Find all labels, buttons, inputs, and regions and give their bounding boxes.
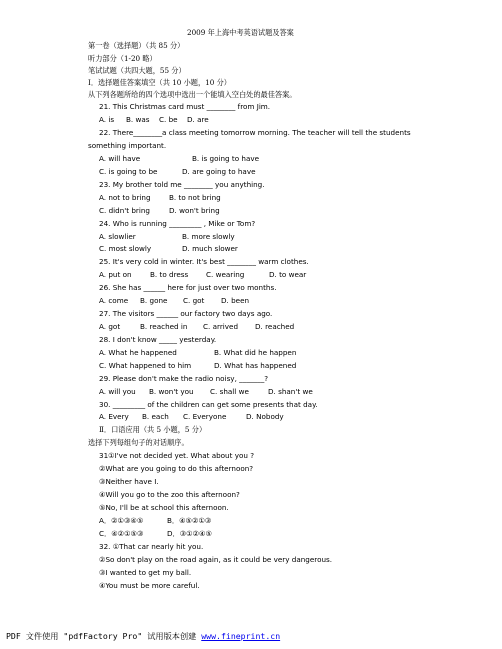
question-22-line2: something important. — [88, 141, 167, 150]
question-28: 28. I don't know _____ yesterday. — [99, 335, 217, 344]
option: A. will have — [99, 154, 141, 163]
question-25: 25. It's very cold in winter. It's best ________ warm clothes. — [99, 257, 309, 266]
option: D. What has happened — [214, 361, 297, 370]
option: D. Nobody — [246, 412, 284, 421]
option: A. come — [99, 296, 129, 305]
option: D. much slower — [182, 244, 238, 253]
listening-note: 听力部分（1-20 略） — [88, 54, 157, 63]
section2-instructions: 选择下列每组句子的对话顺序。 — [88, 438, 189, 447]
option: C. arrived — [203, 322, 239, 331]
question-23-options-row2 — [99, 206, 220, 216]
question-23-options-row1 — [99, 193, 221, 203]
question-27-options — [99, 322, 294, 332]
option: A. got — [99, 322, 121, 331]
pdf-footer — [6, 631, 280, 642]
question-30: 30. _________ of the children can get some presents that day. — [99, 400, 318, 409]
question-31-options-row1 — [99, 516, 211, 526]
option: A. slowlier — [99, 232, 136, 241]
question-31-line5: ⑤No, I'll be at school this afternoon. — [99, 503, 229, 512]
question-32-line3: ③I wanted to get my ball. — [99, 568, 192, 577]
question-24-options-row1 — [99, 232, 235, 242]
option: C. be — [159, 115, 178, 124]
question-30-options — [99, 412, 284, 422]
option: D. won't bring — [169, 206, 220, 215]
option: D. are — [187, 115, 209, 124]
question-26-options — [99, 296, 249, 306]
question-22-line1: 22. There________a class meeting tomorrow morning. The teacher will tell the students — [99, 128, 411, 137]
section1-instructions: 从下列各题所给的四个选项中选出一个能填入空白处的最佳答案。 — [88, 90, 297, 99]
option: A. Every — [99, 412, 129, 421]
option: A. will you — [99, 387, 136, 396]
option: A. is — [99, 115, 115, 124]
option: C. most slowly — [99, 244, 152, 253]
question-21-options — [99, 115, 209, 125]
option: D．③①②④⑤ — [167, 529, 212, 538]
question-22-options-row1 — [99, 154, 259, 164]
option: C. Everyone — [183, 412, 227, 421]
option: B. won't you — [149, 387, 194, 396]
option: D. been — [221, 296, 250, 305]
question-32-line4: ④You must be more careful. — [99, 581, 200, 590]
question-23: 23. My brother told me ________ you anything. — [99, 180, 265, 189]
question-28-options-row2 — [99, 361, 296, 371]
option: B. What did he happen — [214, 348, 297, 357]
option: B. more slowly — [182, 232, 235, 241]
option: C．④②①⑤③ — [99, 529, 144, 538]
question-29: 29. Please don't make the radio noisy, _______? — [99, 374, 269, 383]
question-31-line2: ②What are you going to do this afternoon? — [99, 464, 254, 473]
option: C. got — [183, 296, 205, 305]
option: A．②①③④⑤ — [99, 516, 144, 525]
question-31-options-row2 — [99, 529, 212, 539]
option: B. was — [126, 115, 150, 124]
question-22-options-row2 — [99, 167, 256, 177]
question-31-line3: ③Neither have I. — [99, 477, 159, 486]
option: B. reached in — [140, 322, 188, 331]
part1-heading: 第一卷（选择题）（共 85 分） — [88, 41, 185, 50]
footer-text: PDF 文件使用 "pdfFactory Pro" 试用版本创建 — [6, 631, 202, 641]
question-29-options — [99, 387, 313, 397]
option: A. not to bring — [99, 193, 151, 202]
section2-title: Ⅱ．口语应用（共 5 小题，5 分） — [99, 425, 207, 434]
footer-link[interactable]: www.fineprint.cn — [201, 631, 281, 641]
question-31-line1: 31①I've not decided yet. What about you ? — [99, 451, 255, 460]
option: C. What happened to him — [99, 361, 192, 370]
option: D. reached — [255, 322, 295, 331]
option: A. What he happened — [99, 348, 177, 357]
question-27: 27. The visitors ______ our factory two days ago. — [99, 309, 273, 318]
option: B. gone — [140, 296, 168, 305]
option: D. to wear — [269, 270, 307, 279]
question-25-options — [99, 270, 306, 280]
section1-title: Ⅰ．选择题佳答案填空（共 10 小题，10 分） — [88, 78, 231, 87]
question-26: 26. She has ______ here for just over two months. — [99, 283, 277, 292]
option: B．④⑤②①③ — [167, 516, 212, 525]
option: B. to not bring — [169, 193, 221, 202]
question-32-line1: 32. ①That car nearly hit you. — [99, 542, 204, 551]
option: C. is going to be — [99, 167, 158, 176]
option: B. each — [142, 412, 169, 421]
question-28-options-row1 — [99, 348, 296, 358]
question-31-line4: ④Will you go to the zoo this afternoon? — [99, 490, 240, 499]
option: B. to dress — [150, 270, 189, 279]
written-heading: 笔试试题（共四大题，55 分） — [88, 66, 186, 75]
question-21: 21. This Christmas card must ________ from Jim. — [99, 102, 271, 111]
question-24: 24. Who is running _________ , Mike or Tom? — [99, 219, 256, 228]
doc-title: 2009 年上海中考英语试题及答案 — [187, 28, 294, 37]
option: C. didn't bring — [99, 206, 150, 215]
option: B. is going to have — [192, 154, 260, 163]
option: D. are going to have — [182, 167, 256, 176]
option: A. put on — [99, 270, 132, 279]
option: C. shall we — [210, 387, 249, 396]
option: C. wearing — [206, 270, 245, 279]
option: D. shan't we — [268, 387, 313, 396]
question-32-line2: ②So don't play on the road again, as it could be very dangerous. — [99, 555, 333, 564]
question-24-options-row2 — [99, 244, 238, 254]
